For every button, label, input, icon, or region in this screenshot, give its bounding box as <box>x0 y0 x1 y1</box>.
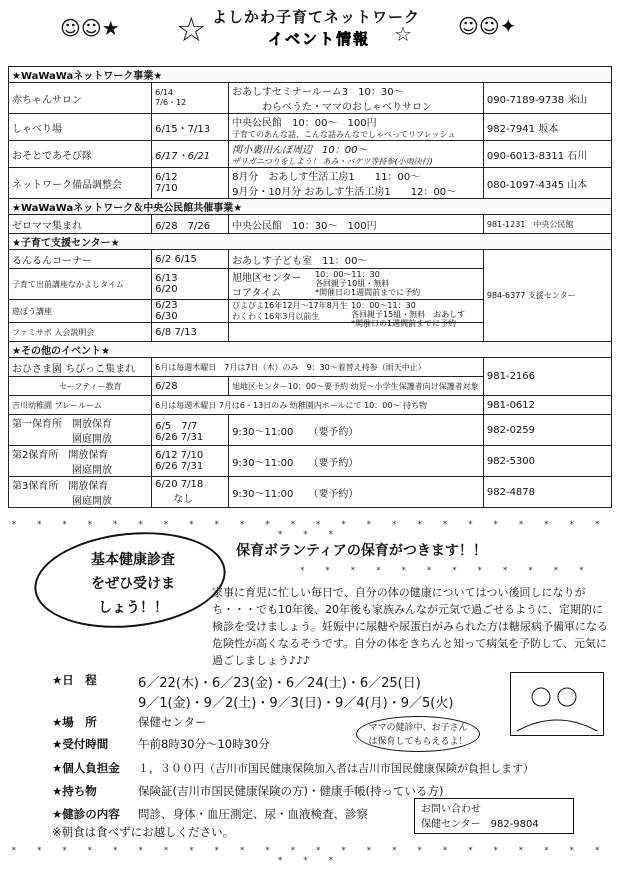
star-divider: * * * * * * * * * * * * <box>300 566 593 576</box>
contact-box: お問い合わせ 保健センター 982-9804 <box>414 798 574 834</box>
table-row: 子育て出前講座なかよしタイム 6/13 6/20 旭地区センター コアタイム 10：00～11：30 各回親子10組・無料 *開催日の1週間前までに予約 <box>9 269 612 300</box>
volunteer-heading: 保育ボランティアの保育がつきます！！ <box>236 543 487 559</box>
table-row: セーフティー教育 6/28 旭地区センター10：00～要予約 幼児～小学生保護者向け保護者対象 <box>9 377 612 396</box>
table-row: 赤ちゃんサロン 6/14 7/6・12 おあしすセミナールーム3 10：30～ わらべうた・ママのおしゃべりサロン 090-7189-9738 米山 <box>9 83 612 114</box>
table-row: 遊ぼう講座 6/23 6/30 ぴよぴよ16年12月～17年8月生 わくわく16年3月以前生 10：00～11：30 各回親子15組・無料 おあしす *開催日の1週間前までに予約 <box>9 300 612 323</box>
table-row: 吉川幼稚園 プレールーム 6月は毎週木曜日 7月は6・13日のみ 幼稚園内ホールにて 10：00～ 持ち物 981-0612 <box>9 396 612 415</box>
children-illustration-icon <box>510 672 604 736</box>
star-divider: * * * * * * * * * * * * * * * * * * * * * * * * * * * <box>11 520 609 540</box>
star-icon: ☆ <box>394 22 412 46</box>
table-row: おそとであそび隊 6/17・6/21 関小裏田んぼ周辺 10：00～ ザリガニつりをしよう！ あみ・バケツ等持参(小雨決行) 090-6013-8311 石川 <box>9 141 612 168</box>
table-row: しゃべり場 6/15・7/13 中央公民館 10：00～ 100円 子育てのあんな話、こんな話みんなでしゃべってリフレッシュ 982-7941 坂本 <box>9 114 612 141</box>
page-title: よしかわ子育てネットワーク <box>212 8 421 26</box>
page-subtitle: イベント情報 <box>268 30 371 48</box>
health-check-heading: 基本健康診査 をぜひ受けま しょう！！ <box>91 552 175 616</box>
section-heading: ★WaWaWaネットワーク＆中央公民館共催事業★ <box>9 199 612 215</box>
breakfast-note: ※朝食は食べずにお越しください。 <box>52 825 235 839</box>
header <box>0 0 620 62</box>
health-description: 家事に育児に忙しい毎日で、自分の体の健康についてはつい後回しになりがち・・・でも10年後、20年後も家族みんなが元気で過ごせるように、定期的に検診を受けましょう。妊娠中に尿糖や尿蛋白がみられた方は糖尿病予備軍になる危険性が高くなるそうです。自分の体をきちんと知って病気を予防して、元気に過ごしましょう♪♪♪ <box>212 586 608 667</box>
section-heading: ★WaWaWaネットワーク事業★ <box>9 67 612 83</box>
table-row: ゼロママ集まれ 6/28 7/26 中央公民館 10：30～ 100円 981-1231 中央公民館 <box>9 215 612 234</box>
kids-left-illustration-icon: ☺☺★ <box>60 16 120 40</box>
table-row: ファミサポ 入会説明会 6/8 7/13 <box>9 323 612 342</box>
table-row: ネットワーク備品調整会 6/12 7/10 8月分 おあしす生活工房1 11：00～ 9月分・10月分 おあしす生活工房1 12：00～ 080-1097-4345 山本 <box>9 168 612 199</box>
section-heading: ★子育て支援センター★ <box>9 234 612 250</box>
table-row: 第2保育所 開放保育 園庭開放 6/12 7/10 6/26 7/31 9:30～11:00 （要予約） 982-5300 <box>9 446 612 477</box>
star-icon: ☆ <box>176 10 207 50</box>
star-divider: * * * * * * * * * * * * * * * * * * * * * * * * * * * <box>11 846 609 866</box>
table-row: 第3保育所 開放保育 園庭開放 6/20 7/18 なし 9:30～11:00 （要予約） 982-4878 <box>9 477 612 508</box>
event-schedule-table <box>8 66 612 508</box>
speech-bubble: ママの健診中、お子さん は保育してもらえるよ！ <box>356 716 480 752</box>
table-row: るんるんコーナー 6/2 6/15 おあしす子ども室 11：00～ 984-6377 支援センター <box>9 250 612 269</box>
table-row: おひさま園 ちびっこ集まれ 6月は毎週木曜日 7月は7日（木）のみ 9：30～着替え持参（雨天中止） 981-2166 <box>9 358 612 377</box>
section-heading: ★その他のイベント★ <box>9 342 612 358</box>
kids-right-illustration-icon: ☺☺✦ <box>458 14 517 38</box>
table-row: 第一保育所 開放保育 園庭開放 6/5 7/7 6/26 7/31 9:30～11:00 （要予約） 982-0259 <box>9 415 612 446</box>
